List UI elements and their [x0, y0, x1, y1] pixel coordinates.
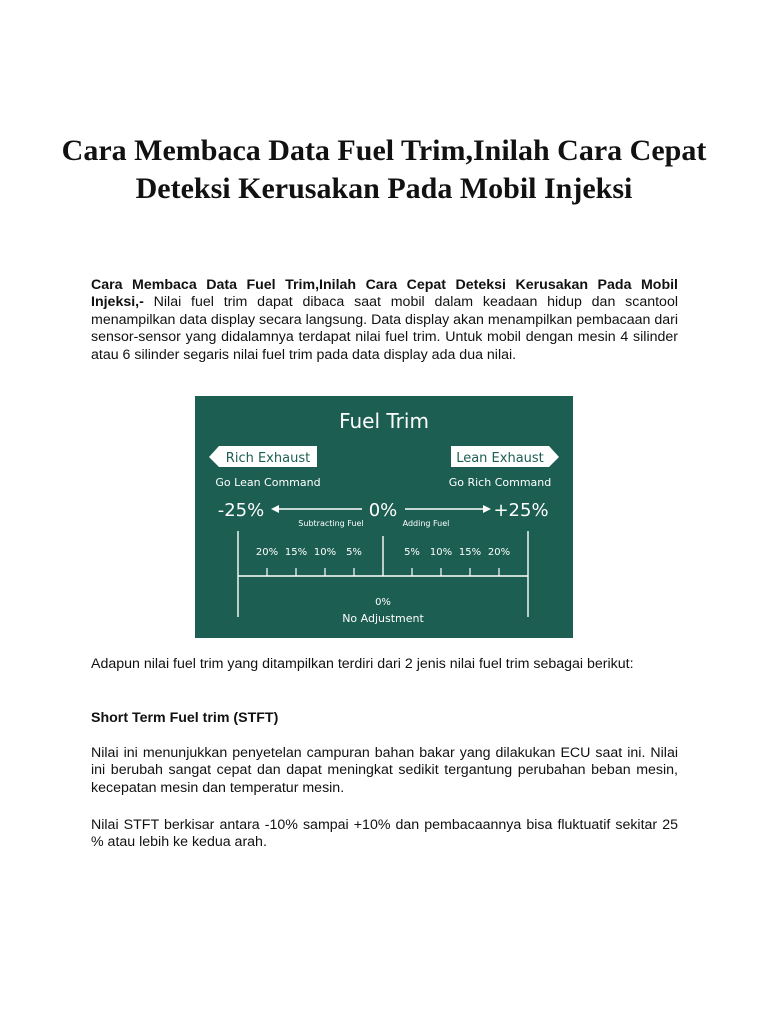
fuel-trim-svg: [195, 396, 573, 638]
rich-exhaust-label: Rich Exhaust: [225, 451, 311, 466]
tick-label-left-15: 15%: [284, 547, 308, 558]
bottom-zero-label: 0%: [375, 597, 391, 608]
stft-paragraph-2: Nilai STFT berkisar antara -10% sampai +10% dan pembacaannya bisa fluktuatif sekitar 25 % atau lebih ke kedua arah.: [91, 817, 678, 851]
tick-label-right-5: 5%: [404, 547, 420, 558]
tick-label-right-10: 10%: [429, 547, 453, 558]
tick-label-right-15: 15%: [458, 547, 482, 558]
left-arrowhead-icon: [271, 505, 279, 513]
fuel-trim-diagram: [195, 396, 573, 638]
go-rich-command: Go Rich Command: [448, 476, 552, 489]
stft-paragraph-1: Nilai ini menunjukkan penyetelan campuran bahan bakar yang dilakukan ECU saat ini. Nilai ini berubah sangat cepat dan dapat meningkat sedikit tergantung perubahan beban mesin, kecepatan mesin dan temperatur mesin.: [91, 745, 678, 796]
diagram-title: Fuel Trim: [339, 409, 429, 433]
intro-paragraph: [91, 277, 678, 364]
tick-label-left-5: 5%: [346, 547, 362, 558]
adapun-paragraph: Adapun nilai fuel trim yang ditampilkan terdiri dari 2 jenis nilai fuel trim sebagai berikut:: [91, 656, 634, 672]
tick-label-right-20: 20%: [487, 547, 511, 558]
intro-lead: Cara Membaca Data Fuel Trim,Inilah Cara Cepat Deteksi Kerusakan Pada Mobil Injeksi,-: [91, 277, 678, 311]
tick-label-left-10: 10%: [313, 547, 337, 558]
no-adjustment-label: No Adjustment: [342, 612, 424, 625]
minus-25-label: -25%: [217, 500, 265, 521]
zero-label: 0%: [368, 500, 398, 521]
go-lean-command: Go Lean Command: [215, 476, 321, 489]
tick-label-left-20: 20%: [255, 547, 279, 558]
lean-exhaust-label: Lean Exhaust: [456, 451, 544, 466]
plus-25-label: +25%: [493, 500, 549, 521]
intro-body: Nilai fuel trim dapat dibaca saat mobil dalam keadaan hidup dan scantool menampilkan data display secara langsung. Data display akan menampilkan pembacaan dari sensor-sensor yang didalamnya terdapat nilai fuel trim. Untuk mobil dengan mesin 4 silinder atau 6 silinder segaris nilai fuel trim pada data display ada dua nilai.: [91, 294, 678, 363]
right-arrowhead-icon: [483, 505, 491, 513]
subtracting-fuel-label: Subtracting Fuel: [298, 519, 364, 528]
page-title: Cara Membaca Data Fuel Trim,Inilah Cara Cepat Deteksi Kerusakan Pada Mobil Injeksi: [61, 134, 707, 205]
stft-heading: Short Term Fuel trim (STFT): [91, 710, 279, 726]
adding-fuel-label: Adding Fuel: [402, 519, 450, 528]
